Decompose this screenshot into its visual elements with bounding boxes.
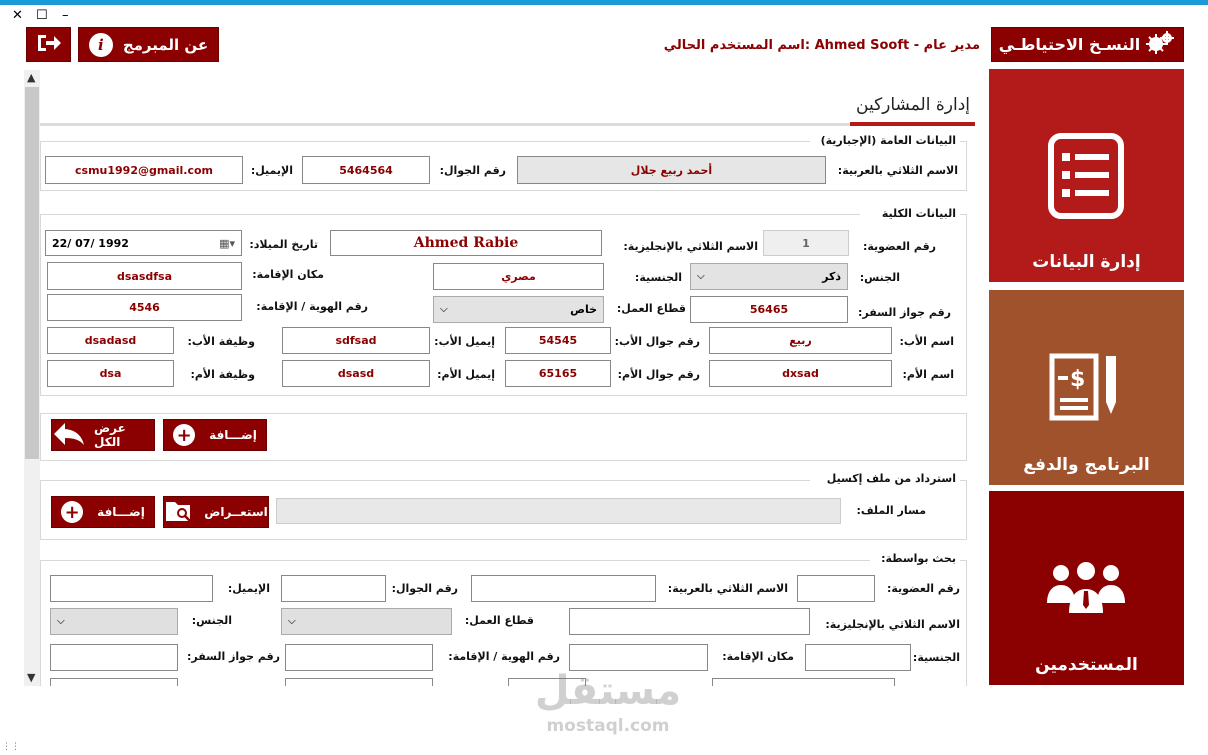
search-nationality-field[interactable] [805,644,911,671]
search-title: بحث بواسطة: [870,552,960,565]
nationality-field[interactable]: مصري [433,263,604,290]
file-path-field[interactable] [276,498,841,524]
search-sector-select[interactable] [281,608,452,635]
search-gender-label: الجنس: [191,614,232,627]
name-ar-label: الاسم الثلاثي بالعربية: [837,164,958,177]
father-email-label: إيميل الأب: [434,335,495,348]
father-job-field[interactable]: dsadasd [47,327,174,354]
about-programmer-button[interactable] [78,27,219,62]
name-en-label: الاسم الثلاثي بالإنجليزية: [623,240,758,253]
show-all-button[interactable] [51,419,155,451]
excel-add-button-label: إضـــافة [97,505,145,519]
passport-label: رقم جواز السفر: [857,306,951,319]
title-underline-accent [850,122,975,126]
info-icon: i [89,33,113,57]
title-bar-accent [0,0,1208,5]
add-button-label: إضـــافة [209,428,257,442]
tile-program-payment[interactable] [989,290,1184,485]
chevron-down-icon: ⌵ [57,616,65,627]
search-id-field[interactable] [285,644,433,671]
tile-data-management[interactable] [989,69,1184,282]
exit-icon [36,32,62,58]
page-title: إدارة المشاركين [856,95,970,115]
search-membership-field[interactable] [797,575,875,602]
search-email-field[interactable] [50,575,213,602]
mother-mobile-label: رقم جوال الأم: [617,368,700,381]
full-data-title: البيانات الكلية [860,207,960,220]
scroll-up-arrow-icon[interactable]: ▲ [27,71,36,84]
tile-users-label: المستخدمين [1035,655,1138,675]
membership-label: رقم العضوية: [862,240,936,253]
search-membership-label: رقم العضوية: [886,582,960,595]
resize-grip-icon[interactable]: ⋮⋮ [2,742,20,752]
search-nationality-label: الجنسية: [912,651,960,664]
excel-import-title: استرداد من ملف إكسيل [810,472,960,485]
current-user-label: اسم المستخدم الحالي: Ahmed Sooft - مدير عام [663,38,980,53]
gears-icon [1146,30,1176,60]
search-residence-field[interactable] [569,644,708,671]
search-name-en-label: الاسم الثلاثي بالإنجليزية: [825,618,960,631]
file-path-label: مسار الملف: [856,504,926,517]
gender-select[interactable] [690,263,848,290]
browse-button[interactable] [163,496,269,528]
membership-field[interactable]: 1 [763,230,849,256]
name-en-field[interactable]: Ahmed Rabie [330,230,602,256]
sector-select[interactable] [433,296,604,323]
scrollbar-thumb[interactable] [25,87,39,459]
name-ar-field[interactable]: أحمد ربيع جلال [517,156,826,184]
id-label: رقم الهوية / الإقامة: [256,300,368,313]
passport-field[interactable]: 56465 [690,296,848,323]
tile-data-management-label: إدارة البيانات [1032,252,1141,272]
mother-job-field[interactable]: dsa [47,360,174,387]
mother-email-label: إيميل الأم: [437,368,495,381]
search-passport-label: رقم جواز السفر: [186,650,280,663]
search-name-ar-field[interactable] [471,575,656,602]
father-name-label: اسم الأب: [899,335,954,348]
about-programmer-label: عن المبرمج [122,35,209,54]
father-name-field[interactable]: ربيع [709,327,892,354]
nationality-label: الجنسية: [634,271,682,284]
scroll-down-arrow-icon[interactable]: ▼ [27,671,36,684]
minimize-window-button[interactable]: – [62,8,69,23]
birth-date-picker[interactable] [45,230,242,256]
reply-arrow-icon [52,421,86,450]
maximize-window-button[interactable]: ☐ [36,8,48,23]
mobile-label: رقم الجوال: [439,164,506,177]
mother-mobile-field[interactable]: 65165 [505,360,611,387]
father-job-label: وظيفة الأب: [187,335,255,348]
search-name-en-field[interactable] [569,608,810,635]
gender-value: ذكر [822,270,841,283]
backup-label: النسـخ الاحتياطـي [998,35,1141,54]
show-all-button-label: عرض الكل [94,421,126,449]
calendar-icon[interactable]: ▦▾ [219,236,235,250]
father-mobile-label: رقم جوال الأب: [614,335,700,348]
mother-name-label: اسم الأم: [902,368,954,381]
tile-program-payment-label: البرنامج والدفع [1023,455,1150,475]
general-data-title: البيانات العامة (الإجبارية) [810,134,960,147]
id-field[interactable]: 4546 [47,294,242,321]
gender-label: الجنس: [859,271,900,284]
watermark-latin: mostaql.com [546,716,670,736]
sector-value: خاص [570,303,597,316]
content-bottom-edge [24,686,975,755]
watermark-arabic: مستقل [534,668,682,714]
users-group-icon [1047,561,1125,619]
add-button[interactable] [163,419,267,451]
search-name-ar-label: الاسم الثلاثي بالعربية: [667,582,788,595]
chevron-down-icon: ⌵ [697,271,705,282]
checklist-icon [1048,133,1124,223]
search-mobile-field[interactable] [281,575,386,602]
mother-email-field[interactable]: dsasd [282,360,430,387]
browse-button-label: استعــراض [204,505,268,519]
search-id-label: رقم الهوية / الإقامة: [448,650,560,663]
search-sector-label: قطاع العمل: [464,614,534,627]
birth-date-label: تاريخ الميلاد: [249,238,318,251]
title-underline [40,123,975,126]
svg-text:$: $ [1070,367,1086,392]
search-email-label: الإيميل: [227,582,270,595]
close-window-button[interactable]: ✕ [12,8,23,23]
father-email-field[interactable]: sdfsad [282,327,430,354]
clipped-search-row [40,676,967,686]
email-label: الإيميل: [250,164,293,177]
chevron-down-icon: ⌵ [440,304,448,315]
search-gender-select[interactable] [50,608,178,635]
search-passport-field[interactable] [50,644,178,671]
father-mobile-field[interactable]: 54545 [505,327,611,354]
plus-circle-icon: + [173,424,195,446]
search-residence-label: مكان الإقامة: [722,650,794,663]
chevron-down-icon: ⌵ [288,616,296,627]
mobile-field[interactable]: 5464564 [302,156,430,184]
mother-job-label: وظيفة الأم: [190,368,255,381]
sector-label: قطاع العمل: [616,302,686,315]
invoice-pen-icon [1048,352,1124,426]
birth-date-value: 22/ 07/ 1992 [52,236,129,250]
folder-search-icon [164,498,194,527]
plus-circle-icon: + [61,501,83,523]
mother-name-field[interactable]: dxsad [709,360,892,387]
email-field[interactable]: csmu1992@gmail.com [45,156,243,184]
residence-field[interactable]: dsasdfsa [47,262,242,290]
tile-users[interactable] [989,491,1184,685]
logout-button[interactable] [26,27,71,62]
residence-label: مكان الإقامة: [252,268,324,281]
excel-add-button[interactable] [51,496,155,528]
backup-button[interactable] [991,27,1184,62]
search-mobile-label: رقم الجوال: [391,582,458,595]
